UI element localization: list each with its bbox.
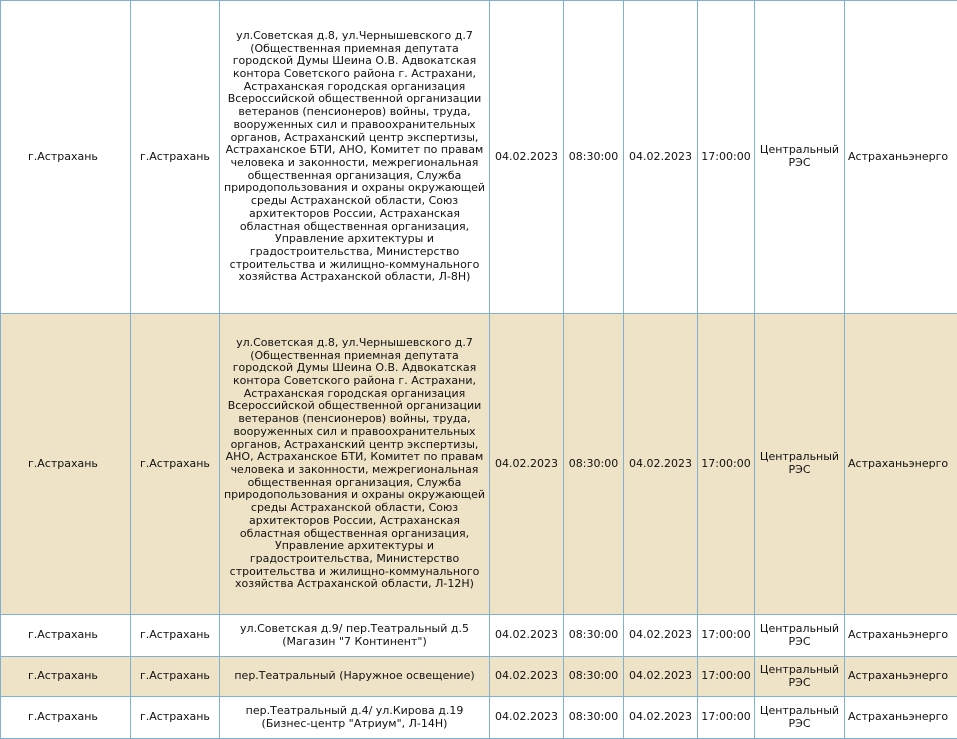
locality-cell: г.Астрахань: [131, 657, 220, 697]
start-date-cell: 04.02.2023: [490, 314, 564, 615]
end-time-cell: 17:00:00: [698, 1, 755, 314]
company-cell: Астраханьэнерго: [845, 697, 957, 739]
start-time-cell: 08:30:00: [564, 615, 624, 657]
start-time-cell: 08:30:00: [564, 314, 624, 615]
locality-cell: г.Астрахань: [131, 697, 220, 739]
company-cell: Астраханьэнерго: [845, 314, 957, 615]
end-date-cell: 04.02.2023: [624, 615, 698, 657]
address-cell: ул.Советская д.9/ пер.Театральный д.5 (Магазин "7 Континент"): [220, 615, 490, 657]
table-row: [1, 314, 957, 615]
company-cell: Астраханьэнерго: [845, 657, 957, 697]
res-cell: Центральный РЭС: [755, 615, 845, 657]
end-time-cell: 17:00:00: [698, 314, 755, 615]
table-row: [1, 697, 957, 739]
company-cell: Астраханьэнерго: [845, 1, 957, 314]
res-cell: Центральный РЭС: [755, 1, 845, 314]
city-cell: г.Астрахань: [1, 657, 131, 697]
address-cell: ул.Советская д.8, ул.Чернышевского д.7 (Общественная приемная депутата городской Думы Шеина О.В. Адвокатская контора Советского района г. Астрахани, Астраханская городская организация Всероссийской общественной организации ветеранов (пенсионеров) войны, труда, вооруженных сил и правоохранительных органов, Астраханский центр экспертизы, Астраханское БТИ, АНО, Комитет по правам человека и законности, межрегиональная общественная организация, Служба природопользования и охраны окружающей среды Астраханской области, Союз архитекторов России, Астраханская областная общественная организация, Управление архитектуры и градостроительства, Министерство строительства и жилищно-коммунального хозяйства Астраханской области, Л-8Н): [220, 1, 490, 314]
start-time-cell: 08:30:00: [564, 657, 624, 697]
end-date-cell: 04.02.2023: [624, 697, 698, 739]
locality-cell: г.Астрахань: [131, 1, 220, 314]
address-cell: пер.Театральный д.4/ ул.Кирова д.19 (Бизнес-центр "Атриум", Л-14Н): [220, 697, 490, 739]
end-time-cell: 17:00:00: [698, 697, 755, 739]
table-row: [1, 657, 957, 697]
city-cell: г.Астрахань: [1, 615, 131, 657]
start-date-cell: 04.02.2023: [490, 1, 564, 314]
table-row: [1, 615, 957, 657]
city-cell: г.Астрахань: [1, 697, 131, 739]
city-cell: г.Астрахань: [1, 314, 131, 615]
end-date-cell: 04.02.2023: [624, 657, 698, 697]
start-time-cell: 08:30:00: [564, 697, 624, 739]
end-date-cell: 04.02.2023: [624, 314, 698, 615]
end-time-cell: 17:00:00: [698, 657, 755, 697]
company-cell: Астраханьэнерго: [845, 615, 957, 657]
res-cell: Центральный РЭС: [755, 314, 845, 615]
end-time-cell: 17:00:00: [698, 615, 755, 657]
address-cell: ул.Советская д.8, ул.Чернышевского д.7 (Общественная приемная депутата городской Думы Шеина О.В. Адвокатская контора Советского района г. Астрахани, Астраханская городская организация Всероссийской общественной организации ветеранов (пенсионеров) войны, труда, вооруженных сил и правоохранительных органов, Астраханский центр экспертизы, АНО, Астраханское БТИ, Комитет по правам человека и законности, межрегиональная общественная организация, Служба природопользования и охраны окружающей среды Астраханской области, Союз архитекторов России, Астраханская областная общественная организация, Управление архитектуры и градостроительства, Министерство строительства и жилищно-коммунального хозяйства Астраханской области, Л-12Н): [220, 314, 490, 615]
res-cell: Центральный РЭС: [755, 697, 845, 739]
end-date-cell: 04.02.2023: [624, 1, 698, 314]
start-date-cell: 04.02.2023: [490, 657, 564, 697]
start-time-cell: 08:30:00: [564, 1, 624, 314]
res-cell: Центральный РЭС: [755, 657, 845, 697]
start-date-cell: 04.02.2023: [490, 615, 564, 657]
table-body: [1, 1, 957, 739]
city-cell: г.Астрахань: [1, 1, 131, 314]
start-date-cell: 04.02.2023: [490, 697, 564, 739]
address-cell: пер.Театральный (Наружное освещение): [220, 657, 490, 697]
table-row: [1, 1, 957, 314]
locality-cell: г.Астрахань: [131, 615, 220, 657]
locality-cell: г.Астрахань: [131, 314, 220, 615]
